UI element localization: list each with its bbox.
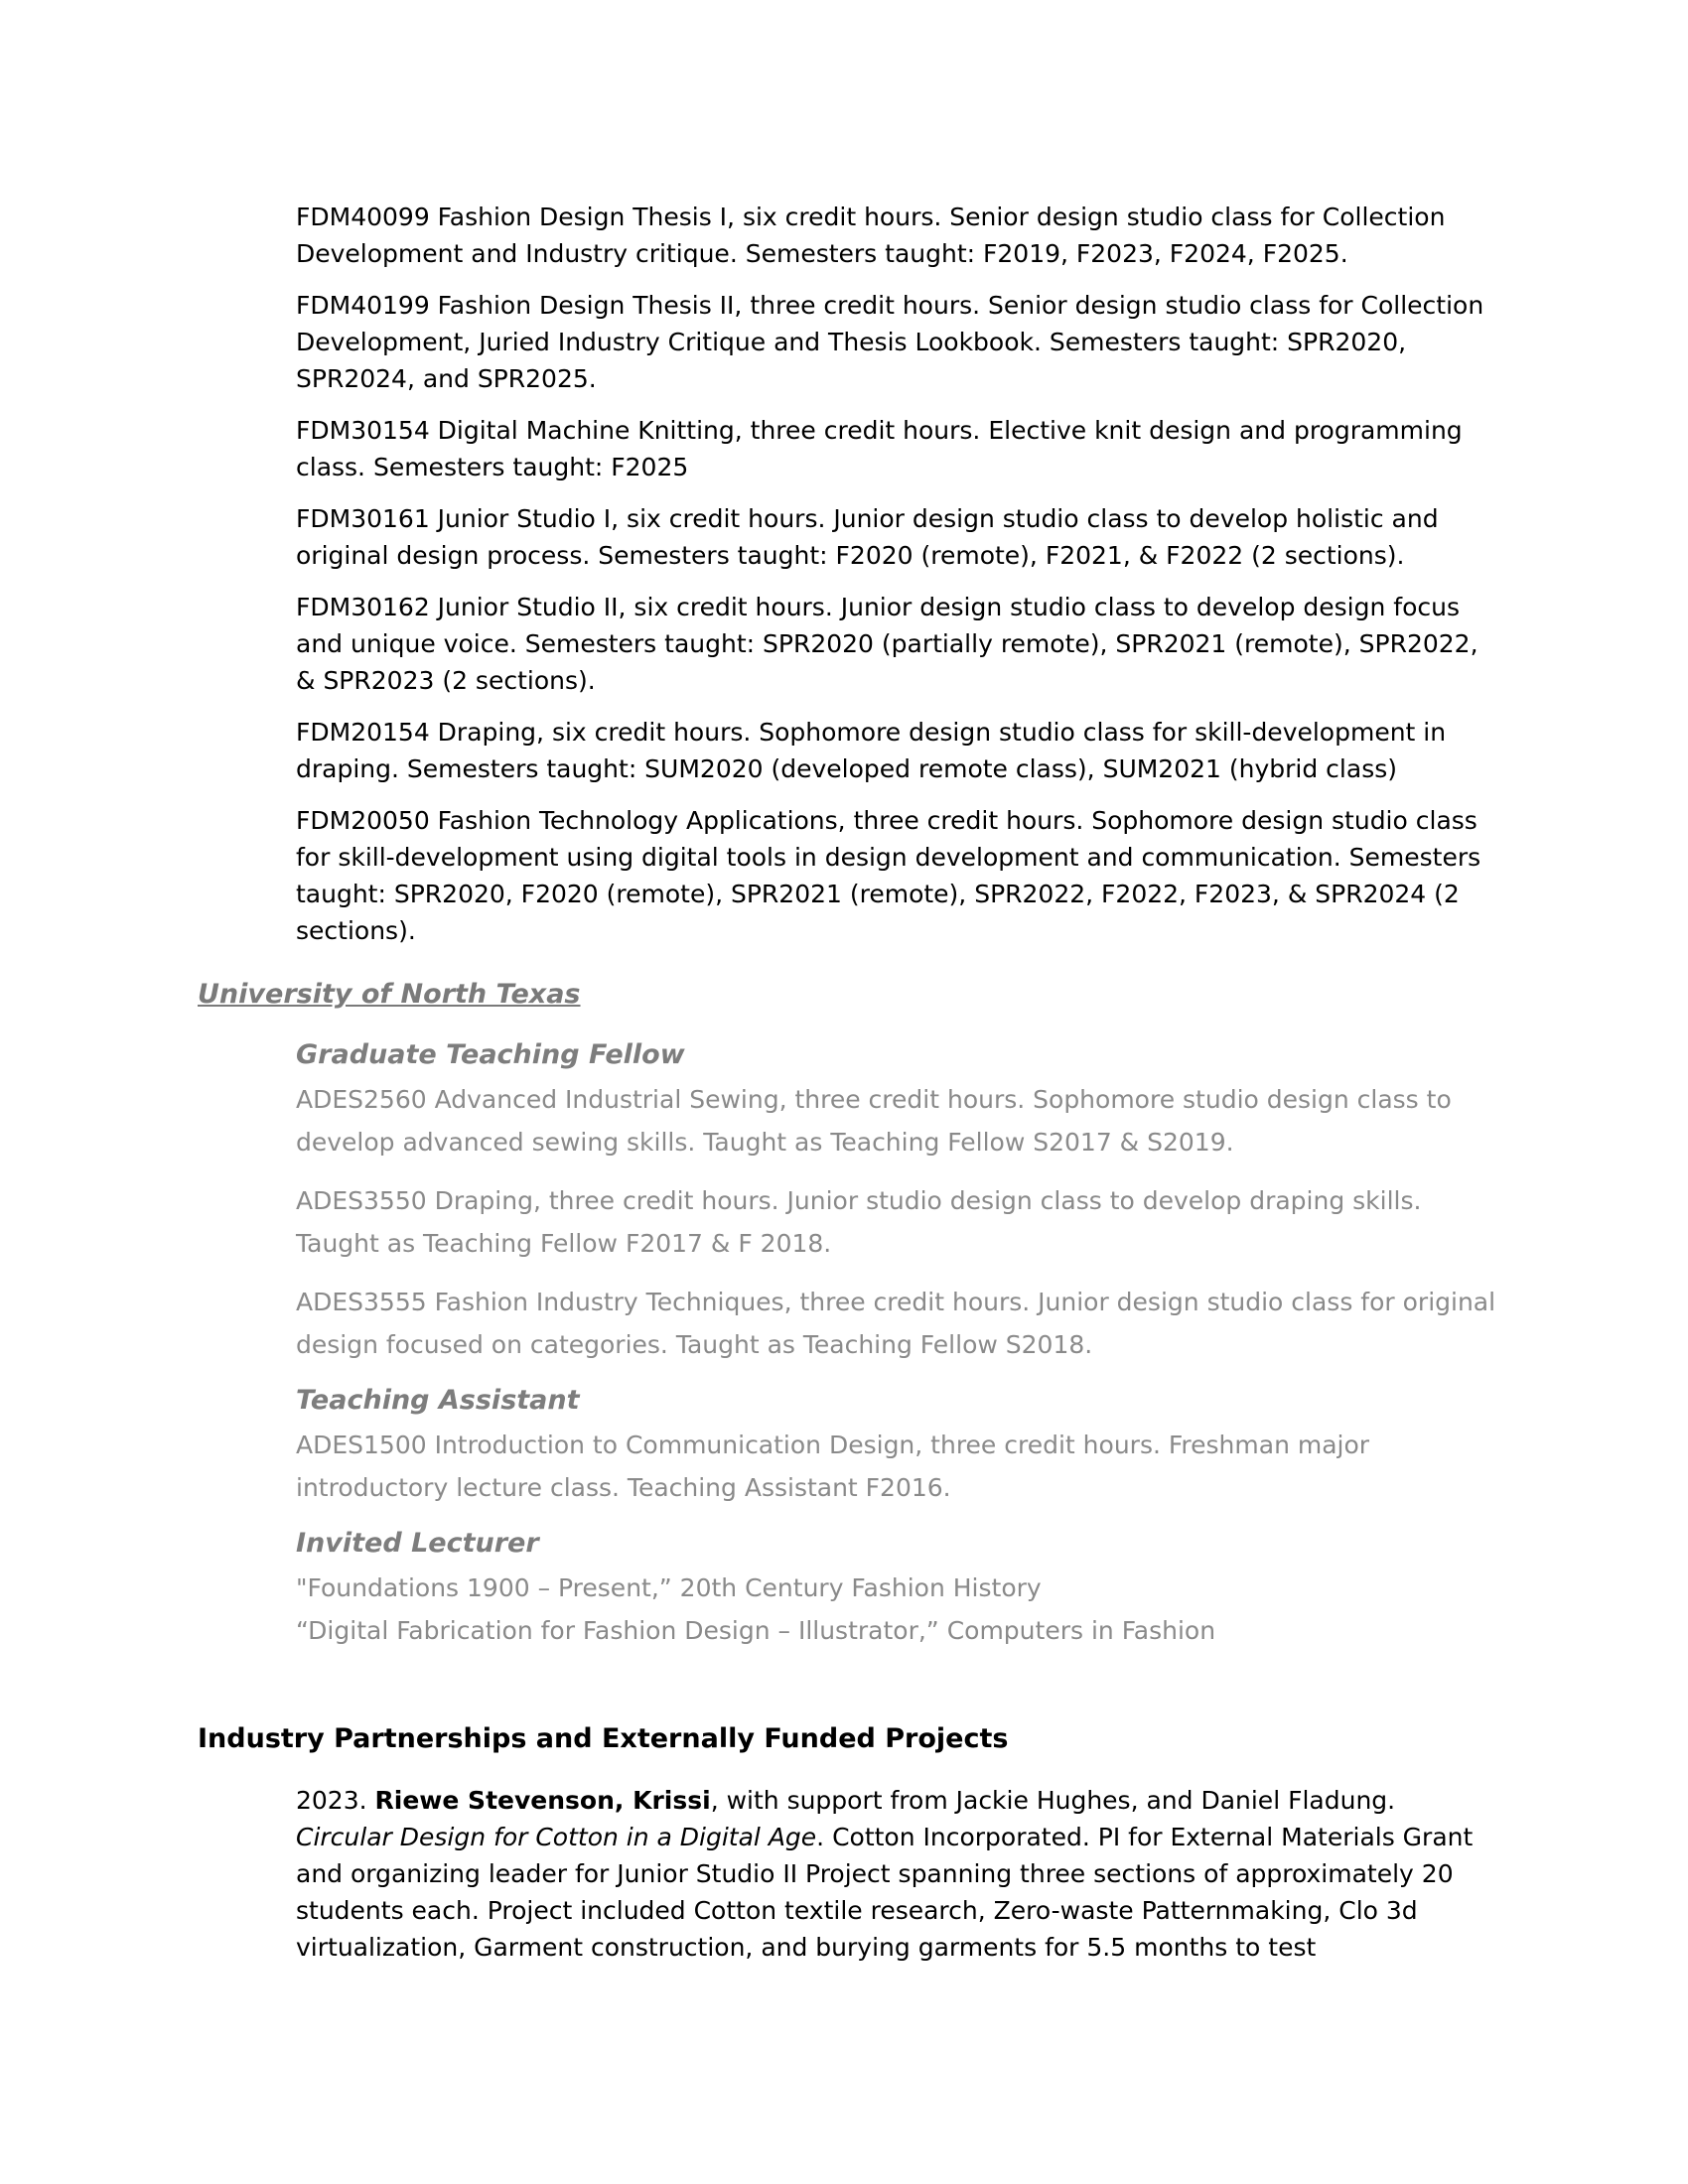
lecture-entry: "Foundations 1900 – Present,” 20th Century Fashion History <box>296 1573 1042 1602</box>
course-entry: ADES3555 Fashion Industry Techniques, three credit hours. Junior design studio class for original design focused on categories. Taught as Teaching Fellow S2018. <box>296 1288 1496 1359</box>
course-entry: ADES1500 Introduction to Communication Design, three credit hours. Freshman major introductory lecture class. Teaching Assistant F2016. <box>296 1431 1370 1502</box>
project-entry <box>296 1782 1497 1966</box>
project-description: . Cotton Incorporated. PI for External Materials Grant and organizing leader for Junior Studio II Project spanning three sections of approximately 20 students each. Project included Cotton textile research, Zero-waste Patternmaking, Clo 3d virtualization, Garment construction, and burying garments for 5.5 months to test <box>296 1823 1474 1962</box>
course-entry: ADES2560 Advanced Industrial Sewing, three credit hours. Sophomore studio design class to develop advanced sewing skills. Taught as Teaching Fellow S2017 & S2019. <box>296 1085 1452 1157</box>
project-support: , with support from Jackie Hughes, and Daniel Fladung. <box>710 1786 1396 1815</box>
course-entry: FDM20050 Fashion Technology Applications, three credit hours. Sophomore design studio class for skill-development using digital tools in design development and communication. Semesters taught: SPR2020, F2020 (remote), SPR2021 (remote), SPR2022, F2022, F2023, & SPR2024 (2 sections). <box>296 806 1481 945</box>
course-entry: FDM20154 Draping, six credit hours. Sophomore design studio class for skill-development in draping. Semesters taught: SUM2020 (developed remote class), SUM2021 (hybrid class) <box>296 718 1447 783</box>
course-entry: FDM40199 Fashion Design Thesis II, three credit hours. Senior design studio class for Collection Development, Juried Industry Critique and Thesis Lookbook. Semesters taught: SPR2020, SPR2024, and SPR2025. <box>296 291 1484 393</box>
lecture-entry: “Digital Fabrication for Fashion Design – Illustrator,” Computers in Fashion <box>296 1616 1216 1645</box>
industry-section-heading: Industry Partnerships and Externally Funded Projects <box>198 1723 1009 1754</box>
role-title-fellow: Graduate Teaching Fellow <box>296 1039 685 1070</box>
course-entry: FDM40099 Fashion Design Thesis I, six credit hours. Senior design studio class for Collection Development and Industry critique. Semesters taught: F2019, F2023, F2024, F2025. <box>296 203 1446 268</box>
university-heading: University of North Texas <box>198 979 581 1010</box>
role-title-lecturer: Invited Lecturer <box>296 1528 539 1559</box>
course-entry: ADES3550 Draping, three credit hours. Junior studio design class to develop draping skills. Taught as Teaching Fellow F2017 & F 2018. <box>296 1186 1422 1258</box>
project-author: Riewe Stevenson, Krissi <box>374 1786 711 1815</box>
project-title: Circular Design for Cotton in a Digital Age <box>296 1823 817 1851</box>
kent-course-list <box>296 199 1497 964</box>
course-entry: FDM30161 Junior Studio I, six credit hours. Junior design studio class to develop holistic and original design process. Semesters taught: F2020 (remote), F2021, & F2022 (2 sections). <box>296 504 1439 570</box>
course-entry: FDM30162 Junior Studio II, six credit hours. Junior design studio class to develop design focus and unique voice. Semesters taught: SPR2020 (partially remote), SPR2021 (remote), SPR2022, & SPR2023 (2 sections). <box>296 593 1478 695</box>
project-year: 2023. <box>296 1786 367 1815</box>
course-entry: FDM30154 Digital Machine Knitting, three credit hours. Elective knit design and programming class. Semesters taught: F2025 <box>296 416 1463 481</box>
unt-teaching-section <box>296 1036 1497 1652</box>
role-title-assistant: Teaching Assistant <box>296 1385 580 1416</box>
